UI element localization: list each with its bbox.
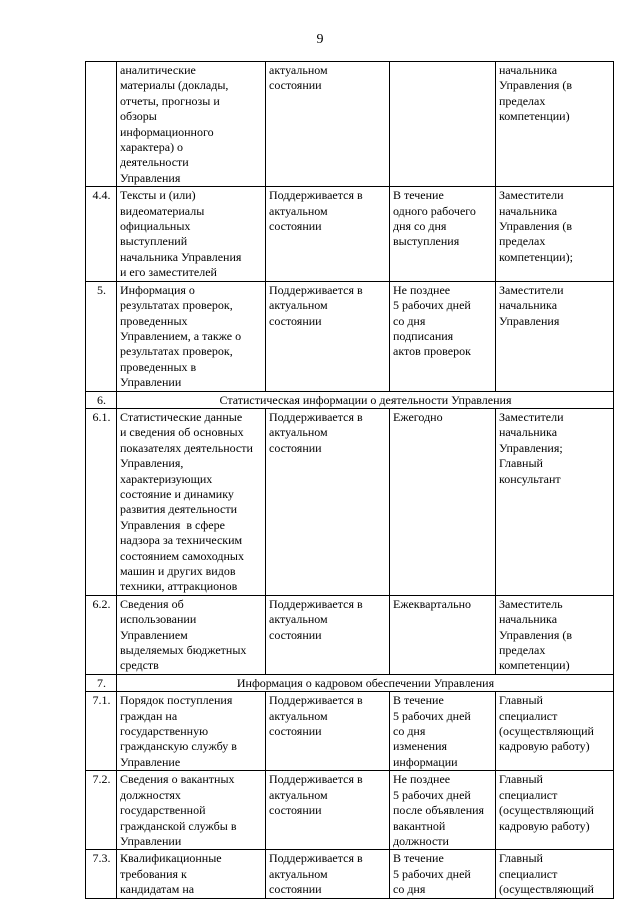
section-row bbox=[86, 674, 614, 691]
row-frequency: актуальном состоянии bbox=[266, 62, 390, 187]
row-deadline: Ежеквартально bbox=[390, 595, 496, 674]
table-row bbox=[86, 850, 614, 898]
row-responsible: начальника Управления (в пределах компетенции) bbox=[496, 62, 614, 187]
row-responsible: Главный специалист (осуществляющий кадровую работу) bbox=[496, 771, 614, 850]
row-deadline bbox=[390, 62, 496, 187]
row-deadline: Ежегодно bbox=[390, 408, 496, 595]
section-number: 7. bbox=[86, 674, 117, 691]
row-name: Порядок поступления граждан на государственную гражданскую службу в Управление bbox=[117, 692, 266, 771]
row-responsible: Главный специалист (осуществляющий кадровую работу) bbox=[496, 692, 614, 771]
row-responsible: Главный специалист (осуществляющий bbox=[496, 850, 614, 898]
row-deadline: В течение 5 рабочих дней со дня bbox=[390, 850, 496, 898]
section-row bbox=[86, 391, 614, 408]
table-row bbox=[86, 692, 614, 771]
table-row bbox=[86, 595, 614, 674]
row-number: 7.1. bbox=[86, 692, 117, 771]
row-responsible: Заместители начальника Управления (в пределах компетенции); bbox=[496, 187, 614, 281]
row-responsible: Заместители начальника Управления bbox=[496, 281, 614, 391]
row-deadline: В течение одного рабочего дня со дня выступления bbox=[390, 187, 496, 281]
row-name: Статистические данные и сведения об основных показателях деятельности Управления, характеризующих состояние и динамику развития деятельности Управления в сфере надзора за техническим состоянием самоходных машин и других видов техники, аттракционов bbox=[117, 408, 266, 595]
row-number: 4.4. bbox=[86, 187, 117, 281]
page-number: 9 bbox=[316, 32, 324, 47]
row-number: 7.3. bbox=[86, 850, 117, 898]
row-deadline: Не позднее 5 рабочих дней после объявления вакантной должности bbox=[390, 771, 496, 850]
row-name: Сведения о вакантных должностях государственной гражданской службы в Управлении bbox=[117, 771, 266, 850]
row-frequency: Поддерживается в актуальном состоянии bbox=[266, 281, 390, 391]
row-frequency: Поддерживается в актуальном состоянии bbox=[266, 692, 390, 771]
row-frequency: Поддерживается в актуальном состоянии bbox=[266, 850, 390, 898]
row-number: 6.2. bbox=[86, 595, 117, 674]
table-row bbox=[86, 771, 614, 850]
table-row bbox=[86, 408, 614, 595]
table-row bbox=[86, 281, 614, 391]
section-title: Статистическая информации о деятельности Управления bbox=[117, 391, 614, 408]
row-frequency: Поддерживается в актуальном состоянии bbox=[266, 187, 390, 281]
row-deadline: В течение 5 рабочих дней со дня изменения информации bbox=[390, 692, 496, 771]
information-table bbox=[85, 61, 614, 899]
row-number bbox=[86, 62, 117, 187]
section-title: Информация о кадровом обеспечении Управления bbox=[117, 674, 614, 691]
table-row bbox=[86, 187, 614, 281]
row-number: 6.1. bbox=[86, 408, 117, 595]
row-name: Информация о результатах проверок, проведенных Управлением, а также о результатах проверок, проведенных в Управлении bbox=[117, 281, 266, 391]
table-row bbox=[86, 62, 614, 187]
section-number: 6. bbox=[86, 391, 117, 408]
row-name: Квалификационные требования к кандидатам на bbox=[117, 850, 266, 898]
row-frequency: Поддерживается в актуальном состоянии bbox=[266, 771, 390, 850]
row-responsible: Заместитель начальника Управления (в пределах компетенции) bbox=[496, 595, 614, 674]
row-number: 7.2. bbox=[86, 771, 117, 850]
row-number: 5. bbox=[86, 281, 117, 391]
row-frequency: Поддерживается в актуальном состоянии bbox=[266, 408, 390, 595]
row-frequency: Поддерживается в актуальном состоянии bbox=[266, 595, 390, 674]
row-name: Тексты и (или) видеоматериалы официальных выступлений начальника Управления и его заместителей bbox=[117, 187, 266, 281]
row-name: Сведения об использовании Управлением выделяемых бюджетных средств bbox=[117, 595, 266, 674]
row-deadline: Не позднее 5 рабочих дней со дня подписания актов проверок bbox=[390, 281, 496, 391]
row-responsible: Заместители начальника Управления; Главный консультант bbox=[496, 408, 614, 595]
row-name: аналитические материалы (доклады, отчеты, прогнозы и обзоры информационного характера) о деятельности Управления bbox=[117, 62, 266, 187]
